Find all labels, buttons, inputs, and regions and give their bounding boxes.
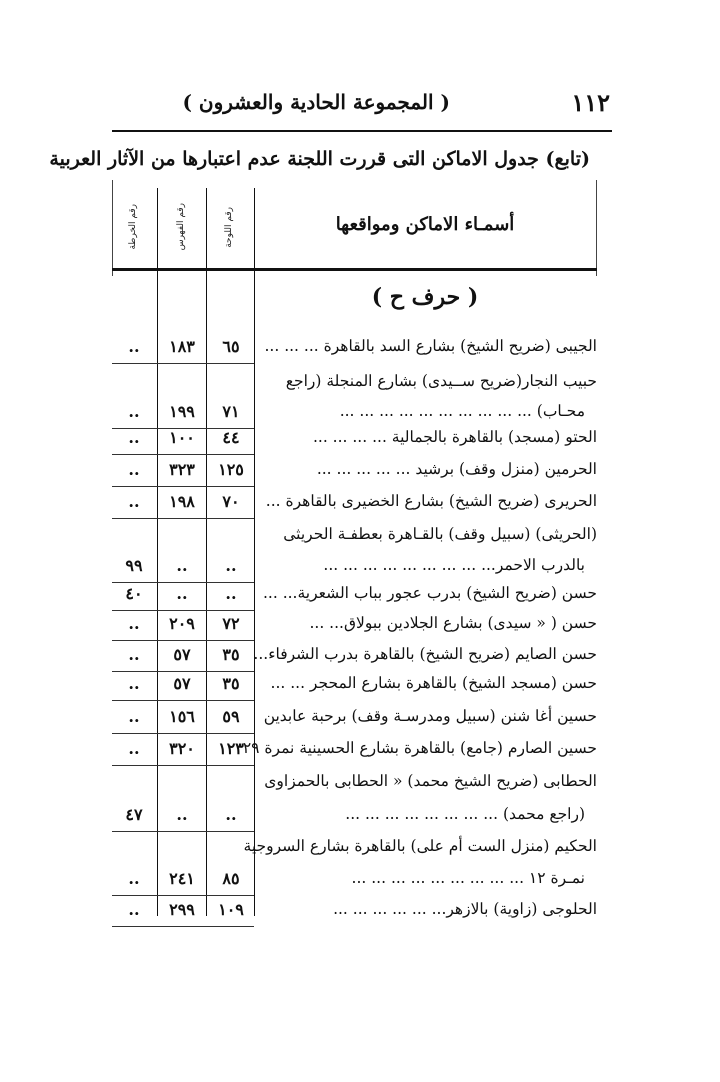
place-name: الحرمين (منزل وقف) برشيد ... ... ... ... ... (316, 460, 597, 478)
plate-number: .. (225, 805, 237, 824)
place-name: (الحريثى) (سبيل وقف) بالقـاهرة بعطفـة الحريثى (283, 525, 597, 543)
table-row (112, 900, 597, 928)
map-number: .. (128, 428, 140, 447)
table-row (112, 674, 597, 702)
table-row (112, 707, 597, 735)
number-row-rule (112, 895, 254, 896)
map-number: .. (128, 674, 140, 693)
table-row (112, 460, 597, 488)
map-number: ٩٩ (125, 556, 143, 575)
header-rule (112, 130, 612, 132)
section-title: ( حرف ح ) (371, 284, 479, 310)
place-name: حسن ( « سيدى) بشارع الجلادين ببولاق... ... (309, 614, 597, 632)
number-row-rule (112, 582, 254, 583)
index-number: ١٨٣ (169, 337, 195, 356)
table-row (112, 614, 597, 642)
place-name: حسين الصارم (جامع) بالقاهرة بشارع الحسينية نمرة ٢٩ (242, 739, 597, 757)
column-header-names: أسمـاء الاماكن ومواقعها (335, 214, 515, 235)
place-name: (راجع محمد) ... ... ... ... ... ... ... ... (345, 805, 585, 823)
index-number: ٢٤١ (169, 869, 195, 888)
table-row (112, 645, 597, 673)
index-number: ٣٢٠ (169, 739, 195, 758)
plate-number: ٤٤ (222, 428, 240, 447)
index-number: ٣٢٣ (169, 460, 195, 479)
map-number: ٤٧ (125, 805, 143, 824)
running-title: ( المجموعة الحادية والعشرون ) (182, 90, 450, 114)
table-row (112, 556, 597, 584)
index-number: .. (176, 556, 188, 575)
number-row-rule (112, 765, 254, 766)
plate-number: ٦٥ (222, 337, 240, 356)
index-number: .. (176, 805, 188, 824)
map-number: .. (128, 707, 140, 726)
map-number: .. (128, 337, 140, 356)
header-bottom-rule (112, 268, 597, 271)
table-row (112, 372, 597, 400)
place-name: الحطابى (ضريح الشيخ محمد) « الحطابى بالحمزاوى (264, 772, 597, 790)
map-number: .. (128, 645, 140, 664)
page-number: ١١٢ (571, 88, 610, 117)
number-row-rule (112, 831, 254, 832)
column-header-1: رقم اللوحة (224, 206, 235, 248)
plate-number: ٨٥ (222, 869, 240, 888)
table-row (112, 584, 597, 612)
place-name: الحتو (مسجد) بالقاهرة بالجمالية ... ... ... ... (312, 428, 597, 446)
index-number: ١٩٨ (169, 492, 195, 511)
plate-number: ٧٠ (222, 492, 240, 511)
table-row (112, 402, 597, 430)
plate-number: ١٠٩ (218, 900, 244, 919)
number-row-rule (112, 518, 254, 519)
map-number: .. (128, 739, 140, 758)
table-row (112, 869, 597, 897)
index-number: ١٥٦ (169, 707, 195, 726)
plate-number: ٧٢ (222, 614, 240, 633)
number-row-rule (112, 610, 254, 611)
map-number: .. (128, 614, 140, 633)
table-row (112, 772, 597, 800)
plate-number: .. (225, 556, 237, 575)
map-number: .. (128, 492, 140, 511)
map-number: .. (128, 900, 140, 919)
plate-number: ٣٥ (222, 645, 240, 664)
place-name: نمـرة ١٢ ... ... ... ... ... ... ... ... ... (351, 869, 585, 887)
place-name: حسن (مسجد الشيخ) بالقاهرة بشارع المحجر ... ... (270, 674, 597, 692)
table-row (112, 428, 597, 456)
index-number: ٥٧ (173, 674, 191, 693)
map-number: .. (128, 402, 140, 421)
number-row-rule (112, 733, 254, 734)
place-name: حبيب النجار(ضريح ســيدى) بشارع المنجلة (راجع (285, 372, 597, 390)
table-row (112, 337, 597, 365)
number-row-rule (112, 363, 254, 364)
running-header (112, 88, 610, 122)
column-header-2: رقم الفهرس (176, 203, 187, 251)
table-row (112, 837, 597, 865)
header-right-tick (596, 180, 597, 276)
index-number: .. (176, 584, 188, 603)
number-row-rule (112, 671, 254, 672)
place-name: حسين أغا شنن (سبيل ومدرسـة وقف) برحبة عابدين (263, 707, 597, 725)
table-row (112, 805, 597, 833)
place-name: حسن الصايم (ضريح الشيخ) بالقاهرة بدرب الشرفاء... (253, 645, 597, 663)
plate-number: ٣٥ (222, 674, 240, 693)
number-row-rule (112, 454, 254, 455)
table-row (112, 492, 597, 520)
map-number: ٤٠ (125, 584, 143, 603)
place-name: الجيبى (ضريح الشيخ) بشارع السد بالقاهرة ... ... ... (264, 337, 597, 355)
place-name: الحكيم (منزل الست أم على) بالقاهرة بشارع السروجية (243, 837, 597, 855)
index-number: ١٠٠ (169, 428, 195, 447)
place-name: بالدرب الاحمر... ... ... ... ... ... ... ... ... (323, 556, 585, 574)
column-header-3: رقم الخرطة (128, 204, 139, 250)
place-name: حسن (ضريح الشيخ) بدرب عجور بباب الشعرية... ... (262, 584, 597, 602)
index-number: ٥٧ (173, 645, 191, 664)
table-row (112, 739, 597, 767)
map-number: .. (128, 869, 140, 888)
number-row-rule (112, 640, 254, 641)
plate-number: .. (225, 584, 237, 603)
index-number: ١٩٩ (169, 402, 195, 421)
number-row-rule (112, 926, 254, 927)
map-number: .. (128, 460, 140, 479)
plate-number: ١٢٣ (218, 739, 244, 758)
table-row (112, 525, 597, 553)
header-left-tick (112, 180, 113, 276)
place-name: الحلوجى (زاوية) بالازهر... ... ... ... ... ... (333, 900, 597, 918)
plate-number: ٥٩ (222, 707, 240, 726)
table-caption: (تابع) جدول الاماكن التى قررت اللجنة عدم اعتبارها من الآثار العربية (49, 148, 590, 170)
place-name: محـاب) ... ... ... ... ... ... ... ... ... ... (339, 402, 585, 420)
number-row-rule (112, 486, 254, 487)
index-number: ٢٩٩ (169, 900, 195, 919)
place-name: الحريرى (ضريح الشيخ) بشارع الخضيرى بالقاهرة ... (265, 492, 597, 510)
plate-number: ١٢٥ (218, 460, 244, 479)
plate-number: ٧١ (222, 402, 240, 421)
number-row-rule (112, 700, 254, 701)
index-number: ٢٠٩ (169, 614, 195, 633)
